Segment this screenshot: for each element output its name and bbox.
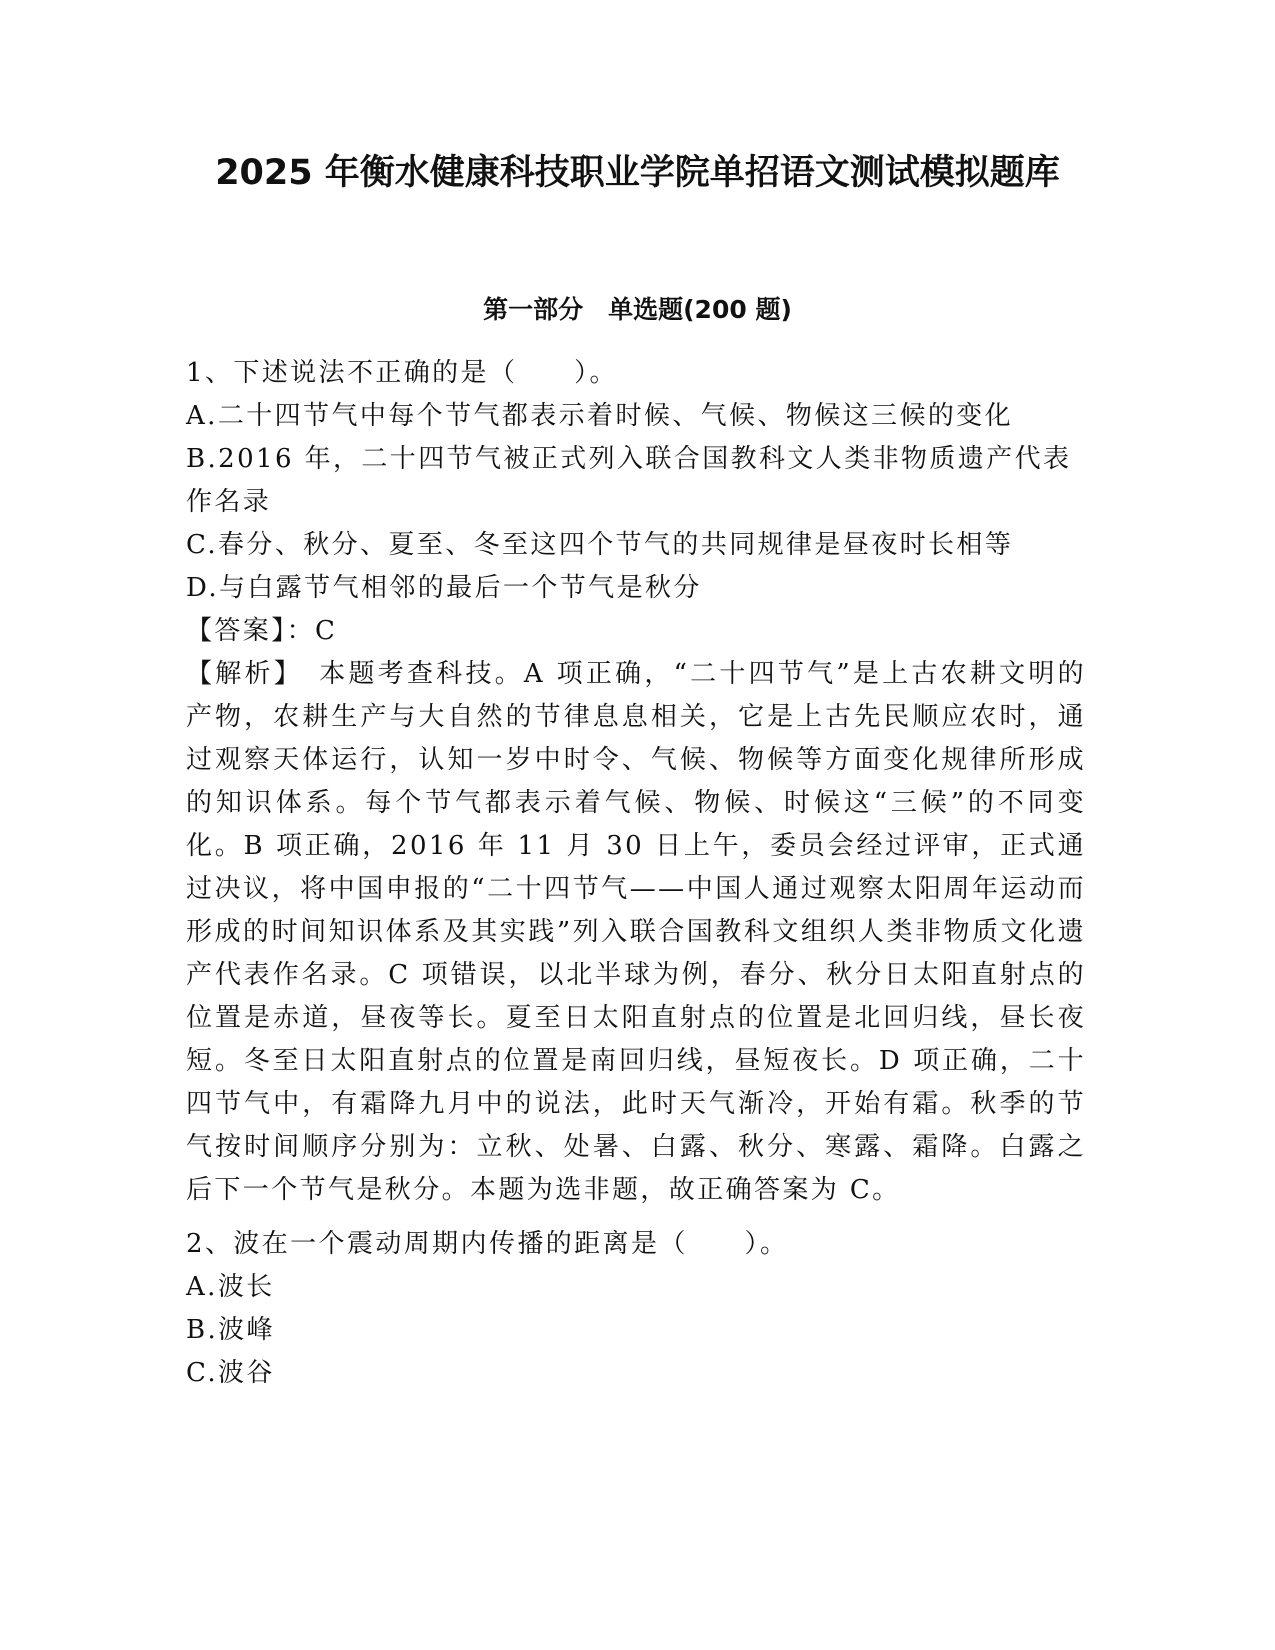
option-c: C.春分、秋分、夏至、冬至这四个节气的共同规律是昼夜时长相等 [186, 530, 1014, 560]
option-c: C.波谷 [186, 1358, 275, 1388]
analysis-text: 【解析】 本题考查科技。A 项正确，“二十四节气”是上古农耕文明的产物，农耕生产与大自然的节律息息相关，它是上古先民顺应农时，通过观察天体运行，认知一岁中时令、气候、物候等方面变化规律所形成的知识体系。每个节气都表示着气候、物候、时候这“三候”的不同变化。B 项正确，2016 年 11 月 30 日上午，委员会经过评审，正式通过决议，将中国申报的“二十四节气——中国人通过观察太阳周年运动而形成的时间知识体系及其实践”列入联合国教科文组织人类非物质文化遗产代表作名录。C 项错误，以北半球为例，春分、秋分日太阳直射点的位置是赤道，昼夜等长。夏至日太阳直射点的位置是北回归线，昼长夜短。冬至日太阳直射点的位置是南回归线，昼短夜长。D 项正确，二十四节气中，有霜降九月中的说法，此时天气渐冷，开始有霜。秋季的节气按时间顺序分别为：立秋、处暑、白露、秋分、寒露、霜降。白露之后下一个节气是秋分。本题为选非题，故正确答案为 C。 [186, 659, 1086, 1205]
question-item [186, 352, 1086, 1212]
document-title: 2025 年衡水健康科技职业学院单招语文测试模拟题库 [215, 153, 1060, 193]
option-d: D.与白露节气相邻的最后一个节气是秋分 [186, 573, 702, 603]
answer-line: 【答案】：C [186, 616, 338, 646]
option-b: B.波峰 [186, 1315, 275, 1345]
question-item [186, 1223, 1086, 1395]
option-b: B.2016 年，二十四节气被正式列入联合国教科文人类非物质遗产代表作名录 [186, 444, 1072, 517]
option-a: A.波长 [186, 1272, 275, 1302]
question-stem: 1、下述说法不正确的是（ ）。 [186, 358, 618, 388]
option-a: A.二十四节气中每个节气都表示着时候、气候、物候这三候的变化 [186, 401, 1014, 431]
section-title: 第一部分 单选题(200 题) [483, 295, 792, 324]
question-list [186, 352, 1086, 1406]
question-stem: 2、波在一个震动周期内传播的距离是（ ）。 [186, 1229, 789, 1259]
